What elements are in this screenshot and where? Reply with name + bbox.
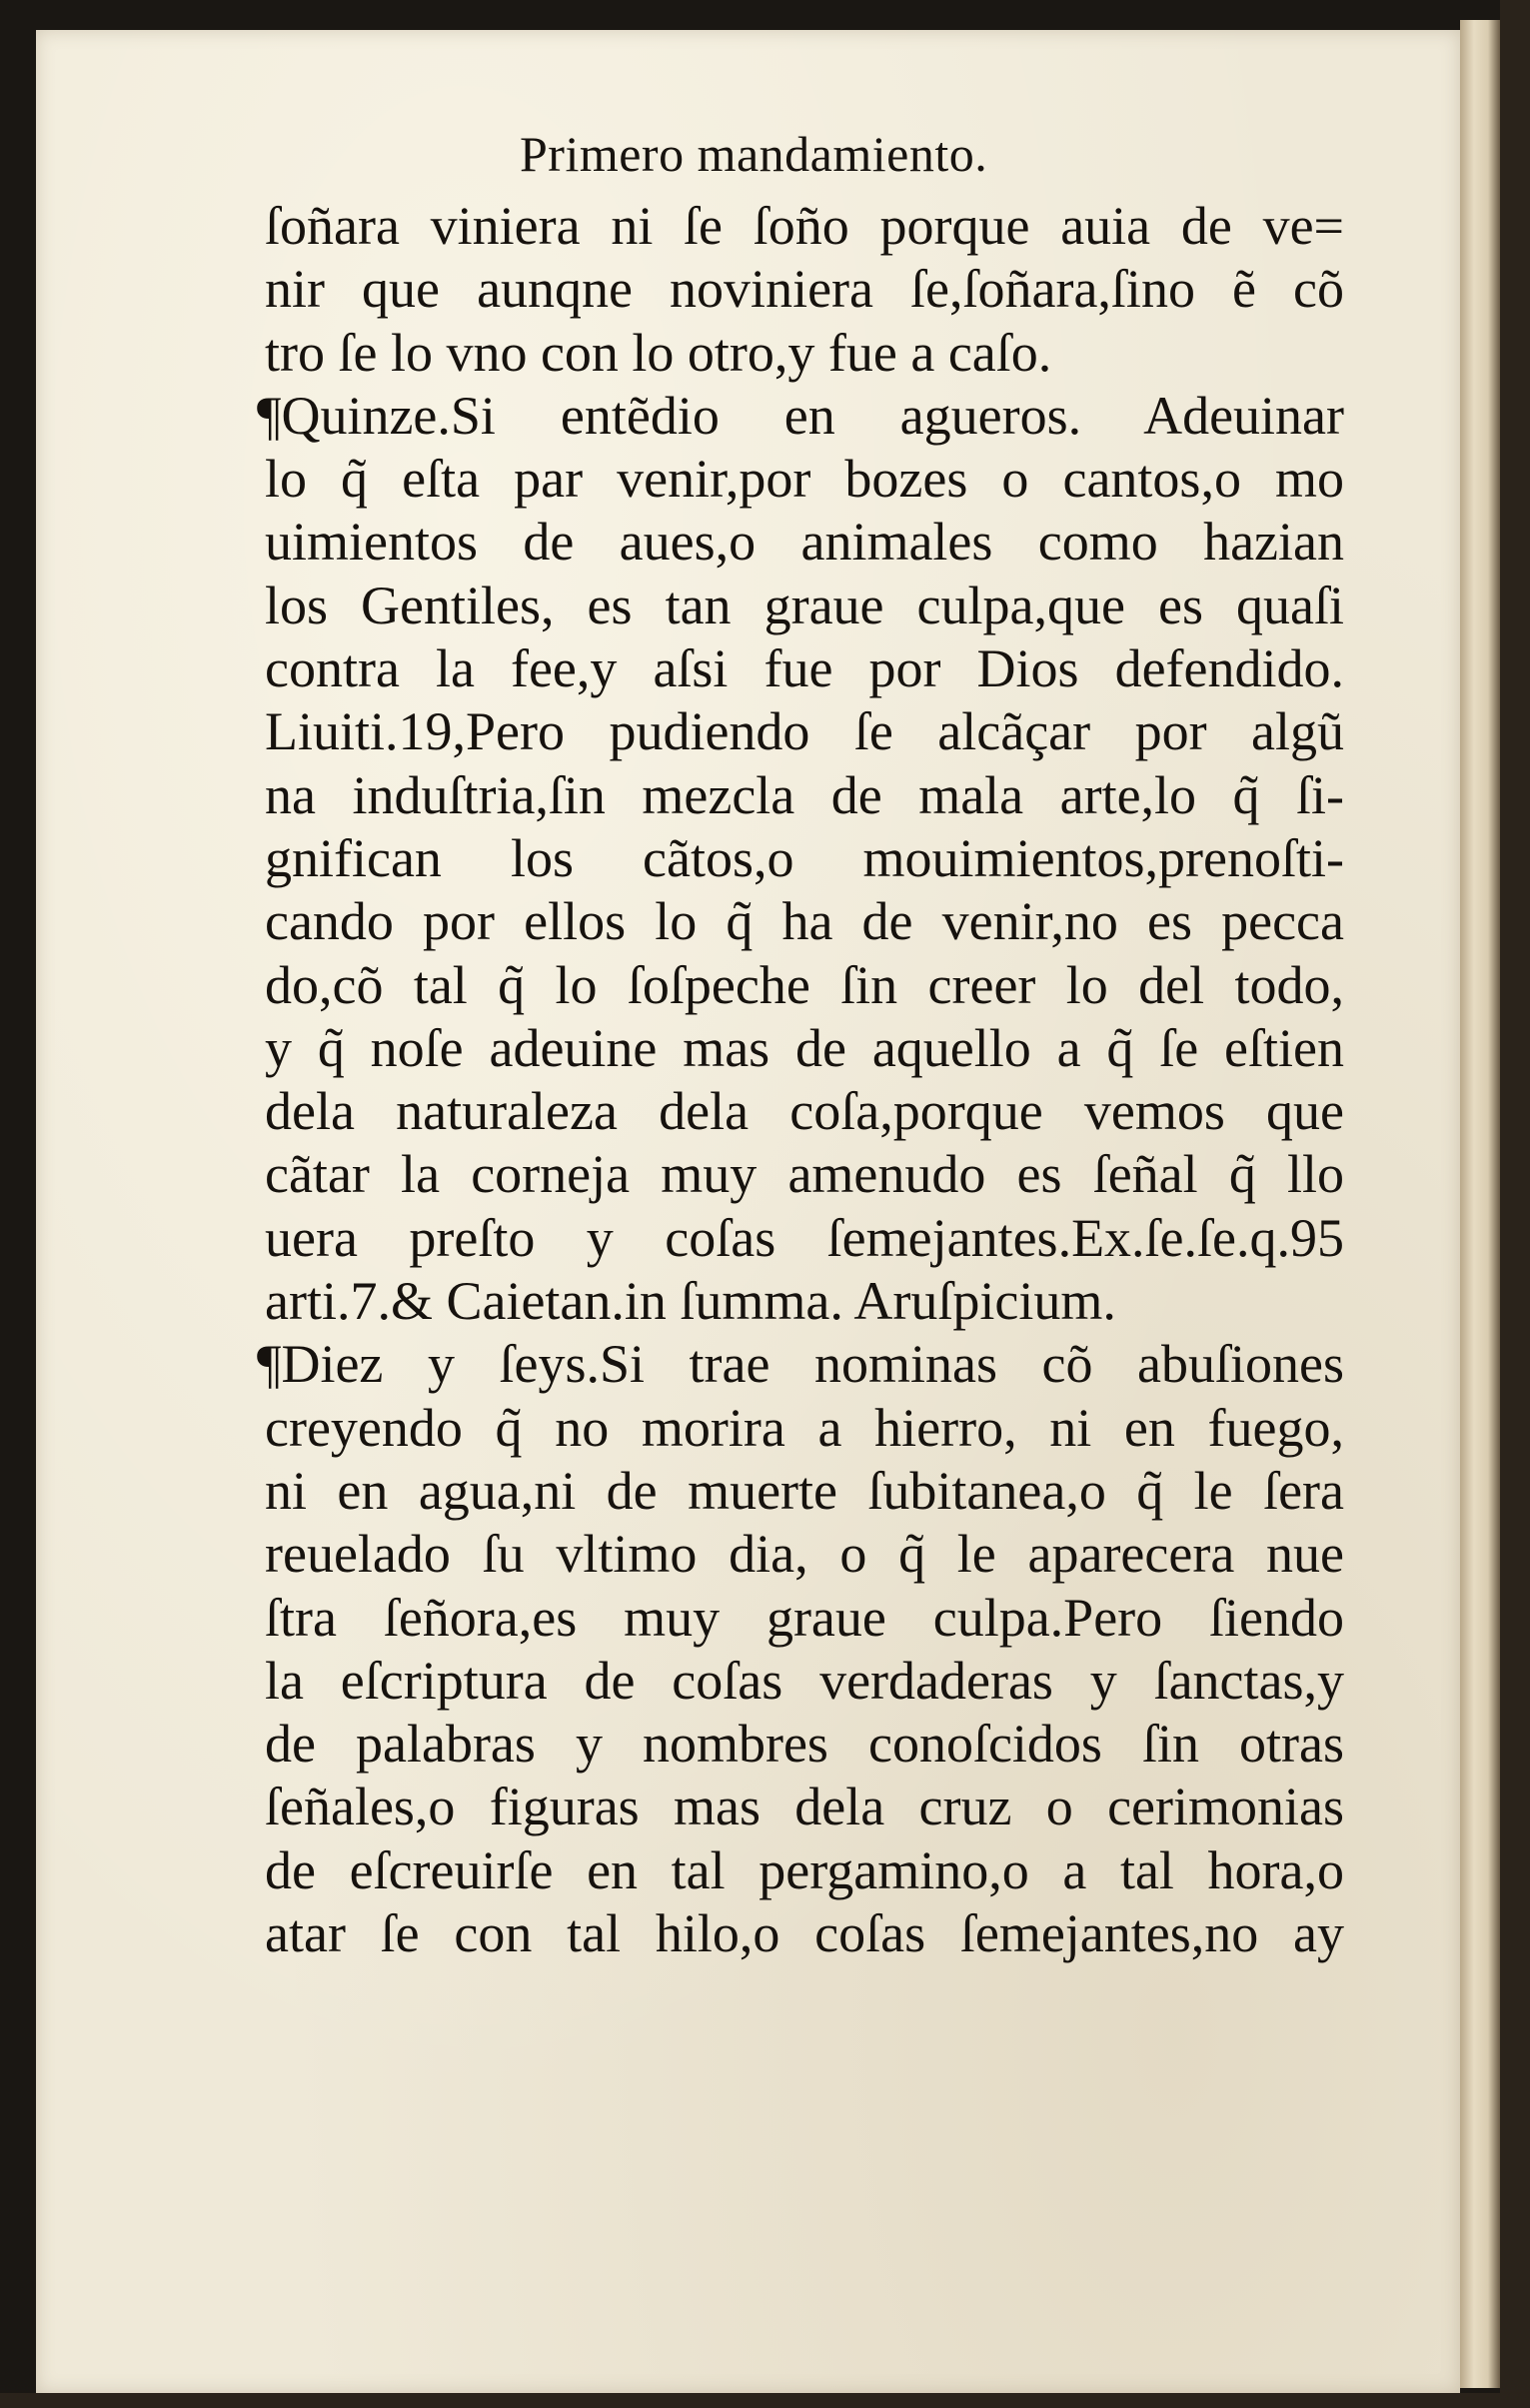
text-line: cãtar la corneja muy amenudo es ſeñal q̃ llo [265,1144,1344,1205]
text-line: ¶Quinze.Si entẽdio en agueros. Adeuinar [257,385,1344,446]
text-line: uimientos de aues,o animales como hazian [265,512,1344,573]
text-line: de eſcreuirſe en tal pergamino,o a tal hora,o [265,1839,1344,1900]
text-line: ſtra ſeñora,es muy graue culpa.Pero ſiendo [265,1587,1344,1648]
text-line: ni en agua,ni de muerte ſubitanea,o q̃ le ſera [265,1460,1344,1521]
body-text [257,195,1344,1965]
text-line: ſeñales,o figuras mas dela cruz o cerimonias [265,1777,1344,1837]
text-line: ¶Diez y ſeys.Si trae nominas cõ abuſiones [257,1334,1344,1395]
text-line: tro ſe lo vno con lo otro,y fue a caſo. [265,322,1052,383]
text-line: uera preſto y coſas ſemejantes.Ex.ſe.ſe.q.95 [265,1207,1344,1268]
text-line: contra la fee,y aſsi fue por Dios defendido. [265,638,1344,699]
text-line: cando por ellos lo q̃ ha de venir,no es pecca [265,891,1344,952]
text-line: la eſcriptura de coſas verdaderas y ſanctas,y [265,1650,1344,1711]
book-binding-edge [1500,0,1530,2408]
text-line: creyendo q̃ no morira a hierro, ni en fuego, [265,1397,1344,1458]
text-line: arti.7.& Caietan.in ſumma. Aruſpicium. [265,1271,1116,1332]
running-head: Primero mandamiento. [520,126,988,182]
text-line: nir que aunqne noviniera ſe,ſoñara,ſino ẽ cõ [265,259,1344,320]
text-line: y q̃ noſe adeuine mas de aquello a q̃ ſe eſtien [265,1017,1344,1078]
text-line: ſoñara viniera ni ſe ſoño porque auia de ve= [265,196,1344,256]
text-line: lo q̃ eſta par venir,por bozes o cantos,o mo [265,449,1344,510]
text-line: na induſtria,ſin mezcla de mala arte,lo q̃ ſi- [265,764,1344,825]
page-edge-right [1460,20,1500,2388]
text-line: los Gentiles, es tan graue culpa,que es quaſi [265,575,1344,635]
text-line: de palabras y nombres conoſcidos ſin otras [265,1714,1344,1775]
text-line: reuelado ſu vltimo dia, o q̃ le aparecera nue [265,1524,1344,1585]
text-line: do,cõ tal q̃ lo ſoſpeche ſin creer lo del todo, [265,954,1344,1015]
text-line: gnifican los cãtos,o mouimientos,prenoſti- [265,827,1344,888]
text-line: dela naturaleza dela coſa,porque vemos que [265,1081,1344,1142]
text-line: Liuiti.19,Pero pudiendo ſe alcãçar por algũ [265,701,1344,762]
text-line: atar ſe con tal hilo,o coſas ſemejantes,no ay [265,1903,1344,1964]
bottom-edge [0,2393,1530,2408]
